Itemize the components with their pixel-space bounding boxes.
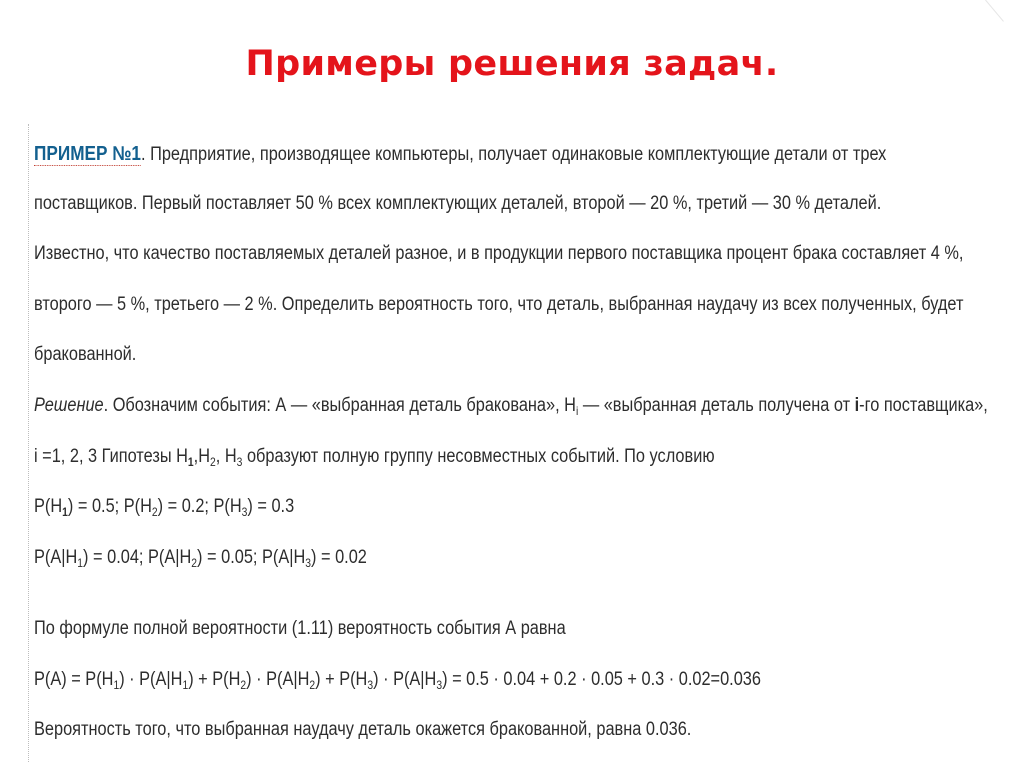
solution-line-2: i =1, 2, 3 Гипотезы $Н_1,Н_2$, $Н_3$ образуют полную группу несовместных событий. По условию xyxy=(34,446,715,469)
probabilities-conditional: $P(A|H_1) = 0.04$; $P(A|H_2) = 0.05$; $P(A|H_3) = 0.02$ xyxy=(34,547,367,570)
problem-line-2: поставщиков. Первый поставляет 50 % всех комплектующих деталей, второй — 20 %, третий — 30 % деталей. xyxy=(34,193,882,214)
problem-line-3: Известно, что качество поставляемых деталей разное, и в продукции первого поставщика процент брака составляет 4 %, xyxy=(34,243,964,264)
slide-corner-line xyxy=(985,0,1004,22)
problem-line-1: ПРИМЕР №1. Предприятие, производящее компьютеры, получает одинаковые комплектующие детали от трех xyxy=(34,143,887,165)
formula-intro: По формуле полной вероятности (1.11) вероятность события А равна xyxy=(34,618,566,639)
probabilities-hypotheses: $P(H_1) = 0.5$; $P(H_2) = 0.2$; $P(H_3) = 0.3$ xyxy=(34,496,295,519)
solution-line-1: Решение. Обозначим события: А — «выбранная деталь бракована», $H_i$ — «выбранная деталь получена от i-го поставщика», xyxy=(34,395,988,418)
problem-line-5: бракованной. xyxy=(34,344,137,365)
problem-line-4: второго — 5 %, третьего — 2 %. Определить вероятность того, что деталь, выбранная наудачу из всех полученных, будет xyxy=(34,294,964,315)
example-heading: ПРИМЕР №1 xyxy=(34,143,141,165)
solution-label: Решение xyxy=(34,395,104,416)
total-probability-formula: $P(A) = P(H_1) \cdot P(A|H_1) + P(H_2) \cdot P(A|H_2) + P(H_3) \cdot P(A|H_3) = 0.5 \cdot 0.04 + 0.2 \cdot 0.05 + 0.3 \cdot 0.02=0.036$ xyxy=(34,669,761,692)
slide-title: Примеры решения задач. xyxy=(245,44,779,84)
content-left-border xyxy=(28,124,30,762)
conclusion: Вероятность того, что выбранная наудачу деталь окажется бракованной, равна 0.036. xyxy=(34,719,692,740)
